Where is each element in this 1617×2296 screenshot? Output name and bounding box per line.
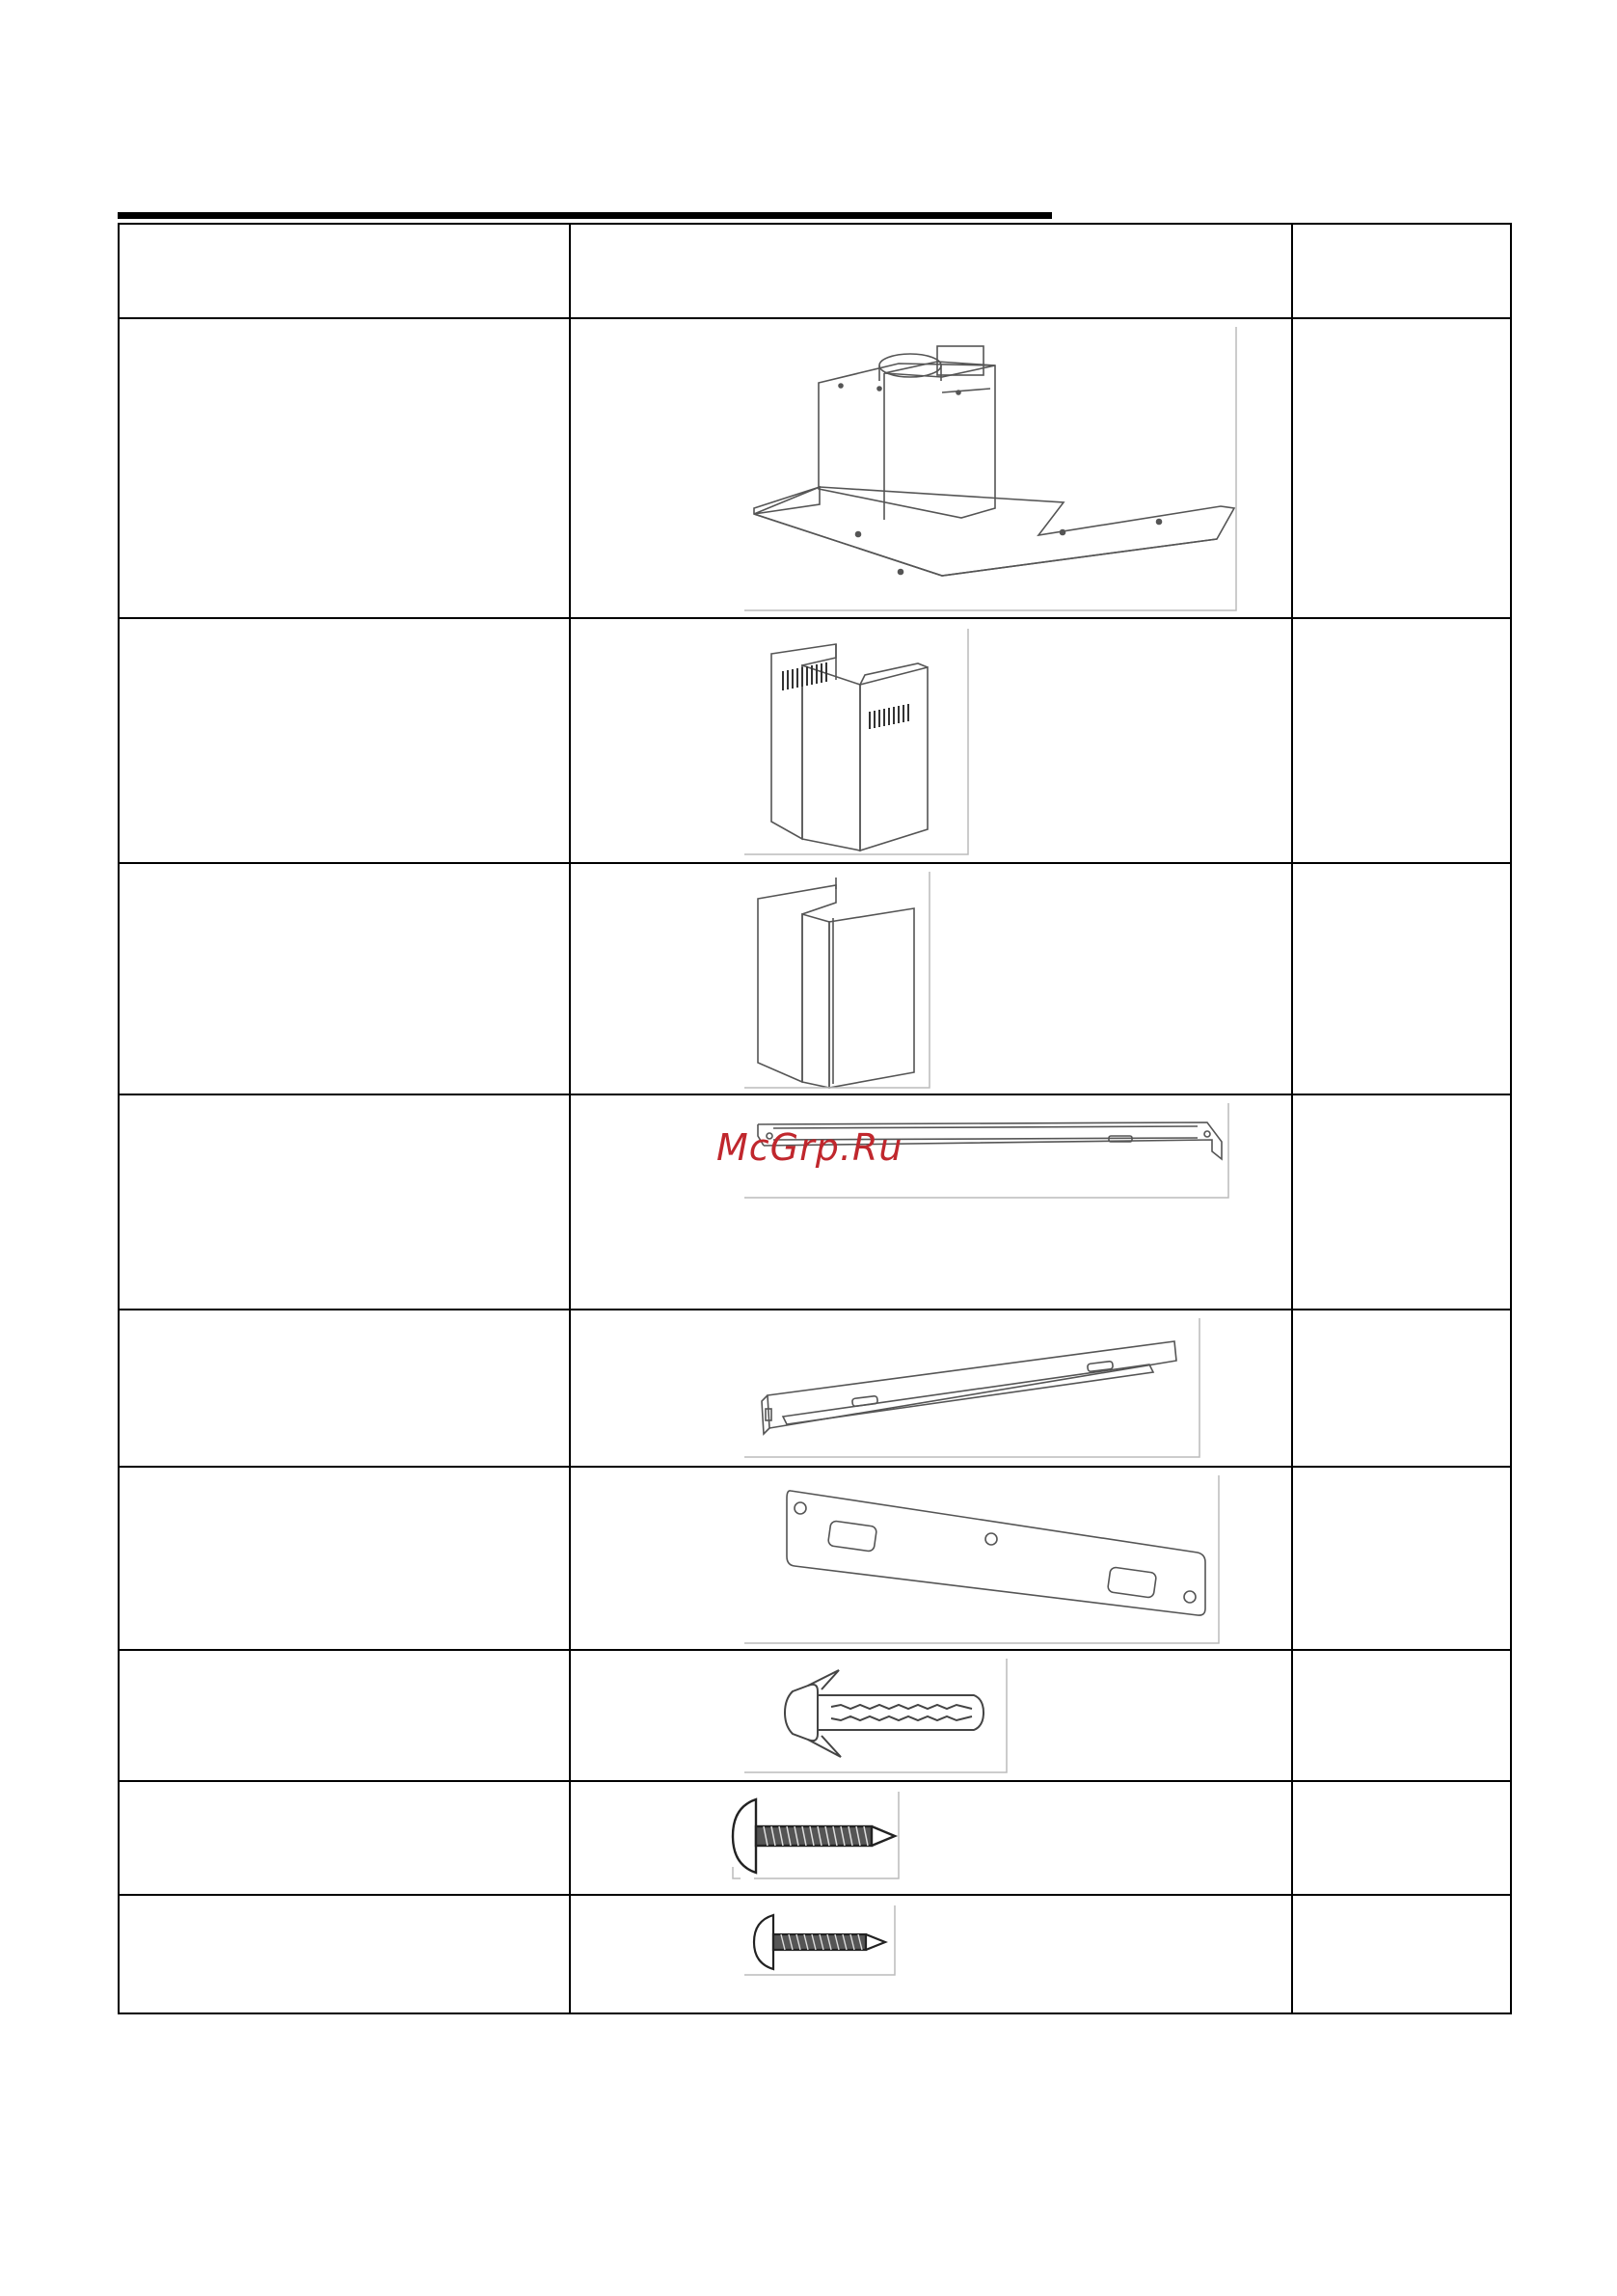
title-underline	[118, 212, 1052, 219]
part-image-cell	[570, 318, 1292, 618]
part-name-cell	[119, 863, 570, 1094]
part-quantity-cell	[1292, 1650, 1511, 1781]
parts-table	[118, 223, 1512, 2014]
part-quantity-cell	[1292, 1094, 1511, 1310]
part-quantity-cell	[1292, 318, 1511, 618]
part-name-cell	[119, 1467, 570, 1650]
header-name-cell	[119, 224, 570, 318]
part-image-cell	[570, 1467, 1292, 1650]
part-image-cell	[570, 863, 1292, 1094]
table-row	[119, 1467, 1511, 1650]
part-image-cell	[570, 1310, 1292, 1467]
small-screw-icon	[744, 1904, 908, 1981]
header-image-cell	[570, 224, 1292, 318]
table-row	[119, 1650, 1511, 1781]
part-image-cell	[570, 1895, 1292, 2013]
table-row	[119, 618, 1511, 863]
part-image-cell	[570, 1094, 1292, 1310]
table-row	[119, 1781, 1511, 1895]
part-name-cell	[119, 1781, 570, 1895]
table-row	[119, 863, 1511, 1094]
part-name-cell	[119, 1650, 570, 1781]
table-row	[119, 1895, 1511, 2013]
part-quantity-cell	[1292, 1467, 1511, 1650]
lower-chimney-cover-icon	[744, 870, 937, 1092]
part-quantity-cell	[1292, 1781, 1511, 1895]
part-image-cell	[570, 1781, 1292, 1895]
part-quantity-cell	[1292, 618, 1511, 863]
table-header-row	[119, 224, 1511, 318]
part-name-cell	[119, 1310, 570, 1467]
part-quantity-cell	[1292, 863, 1511, 1094]
part-name-cell	[119, 618, 570, 863]
large-screw-icon	[725, 1790, 918, 1882]
header-quantity-cell	[1292, 224, 1511, 318]
part-name-cell	[119, 318, 570, 618]
part-name-cell	[119, 1895, 570, 2013]
part-image-cell	[570, 618, 1292, 863]
part-quantity-cell	[1292, 1895, 1511, 2013]
table-row	[119, 318, 1511, 618]
wall-plug-anchor-icon	[744, 1657, 1014, 1776]
slotted-support-rail-icon	[744, 1316, 1207, 1461]
hood-motor-housing-on-base-plate-icon	[744, 325, 1240, 614]
part-name-cell	[119, 1094, 570, 1310]
part-image-cell	[570, 1650, 1292, 1781]
wall-mounting-plate-icon	[744, 1473, 1226, 1647]
upper-chimney-cover-with-vents-icon	[744, 627, 976, 858]
table-row	[119, 1310, 1511, 1467]
part-quantity-cell	[1292, 1310, 1511, 1467]
watermark-text: McGrp.Ru	[716, 1126, 903, 1169]
